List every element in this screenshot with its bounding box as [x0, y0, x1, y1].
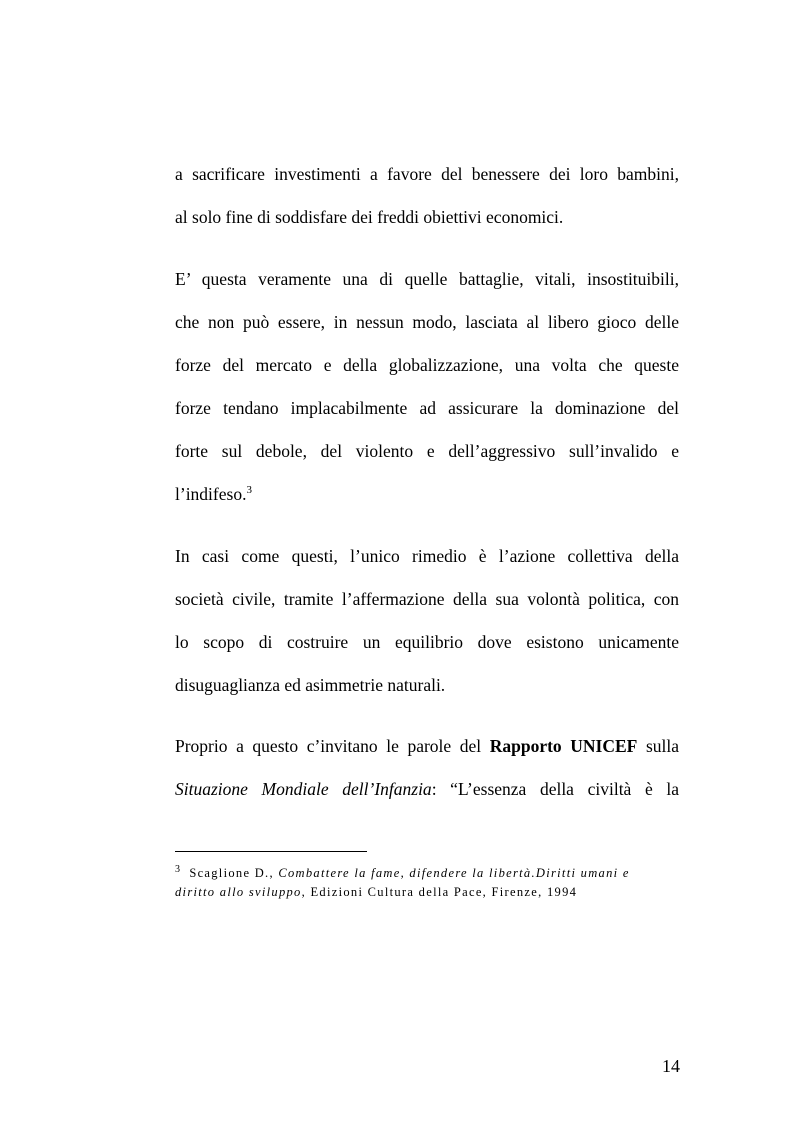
paragraph-3-line-3: lo scopo di costruire un equilibrio dove esistono unicamente [175, 632, 679, 652]
footnote-title-2: diritto allo sviluppo [175, 885, 302, 899]
paragraph-2-line-6-text: l’indifeso. [175, 484, 247, 504]
paragraph-4-text-b: sulla [637, 736, 679, 756]
paragraph-3-line-1: In casi come questi, l’unico rimedio è l’azione collettiva della [175, 546, 679, 566]
situazione-mondiale-italic: Situazione Mondiale dell’Infanzia [175, 779, 432, 799]
footnote-line-2 [175, 883, 679, 901]
paragraph-4-line-2-rest: : “L’essenza della civiltà è la [431, 779, 679, 799]
footnote-publisher: , Edizioni Cultura della Pace, Firenze, 1994 [301, 885, 578, 899]
rapporto-unicef-bold: Rapporto UNICEF [489, 736, 638, 756]
paragraph-2-line-1: E’ questa veramente una di quelle battaglie, vitali, insostituibili, [175, 269, 679, 289]
paragraph-2-line-2: che non può essere, in nessun modo, lasciata al libero gioco delle [175, 312, 679, 332]
paragraph-2-line-5: forte sul debole, del violento e dell’aggressivo sull’invalido e [175, 441, 679, 461]
paragraph-2-line-6 [175, 483, 679, 505]
footnote-separator [175, 851, 367, 852]
paragraph-4-line-2 [175, 778, 679, 800]
footnote-title-1: Combattere la fame, difendere la libertà.Diritti umani e [278, 866, 630, 880]
paragraph-2-line-3: forze del mercato e della globalizzazione, una volta che queste [175, 355, 679, 375]
paragraph-1-line-2: al solo fine di soddisfare dei freddi obiettivi economici. [175, 207, 564, 227]
paragraph-4-text-a: Proprio a questo c’invitano le parole del [175, 736, 490, 756]
paragraph-1-line-1: a sacrificare investimenti a favore del benessere dei loro bambini, [175, 164, 679, 184]
footnote-reference[interactable]: 3 [246, 484, 252, 497]
footnote-line-1 [175, 864, 679, 882]
paragraph-3-line-2: società civile, tramite l’affermazione della sua volontà politica, con [175, 589, 679, 609]
footnote-author: Scaglione D., [189, 866, 279, 880]
paragraph-4-line-1 [175, 735, 679, 757]
page-number: 14 [662, 1056, 680, 1076]
paragraph-3-line-4: disuguaglianza ed asimmetrie naturali. [175, 675, 446, 695]
footnote-number: 3 [175, 863, 182, 875]
paragraph-2-line-4: forze tendano implacabilmente ad assicurare la dominazione del [175, 398, 679, 418]
